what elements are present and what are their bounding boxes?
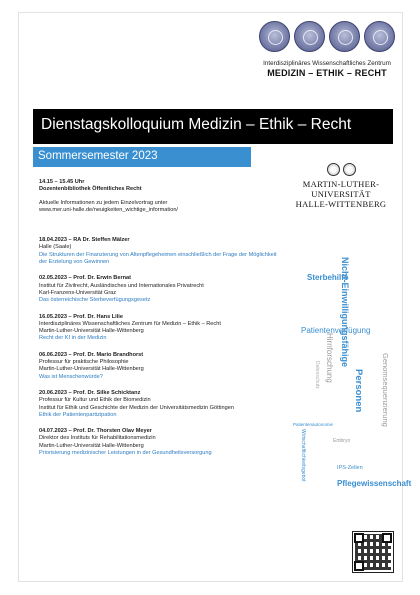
seal-icon — [327, 163, 340, 176]
talk-affiliation: Professur für praktische Philosophie — [39, 359, 129, 366]
talk-date-speaker: 02.05.2023 – Prof. Dr. Erwin Bernat — [39, 275, 132, 282]
qr-code[interactable] — [352, 531, 394, 573]
cloud-word: Wirtschaftlichkeitsgebot — [300, 429, 306, 482]
cloud-word: Patientenverfügung — [301, 326, 371, 335]
cloud-word: Pflegewissenschaft — [337, 479, 412, 488]
talk-date-speaker: 20.06.2023 – Prof. Dr. Silke Schicktanz — [39, 389, 141, 396]
seal-icon — [364, 21, 395, 52]
talk-affiliation: Institut für Zivilrecht, Ausländisches und Internationales Privatrecht — [39, 282, 204, 289]
cloud-word: Patientenautonomie — [293, 422, 334, 427]
talk-topic: Die Strukturen der Finanzierung von Altenpflegeheimen einschließlich der Frage der Möglichkeit der Erzielung von Gewinnen — [39, 251, 277, 266]
info-block — [39, 179, 284, 214]
seal-icon — [329, 21, 360, 52]
talk-item — [39, 390, 284, 419]
talk-affiliation: Direktor des Instituts für Rehabilitationsmedizin — [39, 435, 156, 442]
cloud-word: IPS-Zellen — [337, 465, 363, 471]
talk-item — [39, 428, 284, 457]
university-logo — [287, 163, 395, 209]
talk-date-speaker: 04.07.2023 – Prof. Dr. Thorsten Olav Meyer — [39, 428, 152, 435]
talk-affiliation: Martin-Luther-Universität Halle-Wittenberg — [39, 366, 144, 373]
talk-topic: Das österreichische Sterbeverfügungsgesetz — [39, 297, 151, 304]
talk-affiliation: Karl-Franzens-Universität Graz — [39, 289, 117, 296]
cloud-word: Genomsequenzierung — [381, 353, 390, 427]
university-name — [287, 179, 395, 209]
talk-date-speaker: 16.05.2023 – Prof. Dr. Hans Lilie — [39, 313, 123, 320]
title-banner — [33, 109, 393, 144]
talk-affiliation: Halle (Saale) — [39, 244, 72, 251]
time-text: 14.15 – 15.45 Uhr — [39, 179, 85, 185]
center-name: Interdisziplinäres Wissenschaftliches Zentrum — [263, 60, 391, 67]
talk-date-speaker: 18.04.2023 – RA Dr. Steffen Mälzer — [39, 237, 130, 244]
info-note: Aktuelle Informationen zu jedem Einzelvortrag unter — [39, 199, 168, 206]
center-subtitle: MEDIZIN – ETHIK – RECHT — [267, 68, 387, 78]
talk-item — [39, 314, 284, 343]
talk-item — [39, 275, 284, 304]
seal-icon — [294, 21, 325, 52]
talk-topic: Was ist Menschenwürde? — [39, 373, 103, 380]
center-logo — [255, 19, 399, 109]
cloud-word: Nicht-Einwilligungsfähige — [340, 257, 350, 367]
qr-finder — [354, 561, 364, 571]
university-name-line: MARTIN-LUTHER- — [302, 179, 380, 189]
seal-row — [255, 21, 399, 52]
talk-item — [39, 237, 284, 266]
seal-icon — [343, 163, 356, 176]
university-name-line: HALLE-WITTENBERG — [295, 199, 387, 209]
talk-affiliation: Institut für Ethik und Geschichte der Medizin der Universitätsmedizin Göttingen — [39, 404, 234, 411]
cloud-word: Datenschutz — [314, 361, 320, 389]
program-column — [39, 179, 284, 466]
talk-topic: Recht der KI in der Medizin — [39, 335, 107, 342]
semester-banner — [33, 147, 251, 167]
talk-topic: Ethik der Patientenpartizipation — [39, 411, 117, 418]
place-text: Dozentenbibliothek Öffentliches Recht — [39, 186, 142, 193]
qr-finder — [354, 533, 364, 543]
poster — [18, 12, 412, 582]
cloud-word: Embryo — [333, 438, 351, 444]
talk-date-speaker: 06.06.2023 – Prof. Dr. Mario Brandhorst — [39, 351, 144, 358]
university-seals — [287, 163, 395, 176]
qr-finder — [382, 533, 392, 543]
talk-affiliation: Interdisziplinäres Wissenschaftliches Zentrum für Medizin – Ethik – Recht — [39, 320, 221, 327]
cloud-word: Personen — [353, 369, 364, 413]
university-name-line: UNIVERSITÄT — [311, 189, 371, 199]
talk-affiliation: Martin-Luther-Universität Halle-Wittenberg — [39, 328, 144, 335]
talk-topic: Priorisierung medizinischer Leistungen in der Gesundheitsversorgung — [39, 450, 212, 457]
word-cloud — [289, 241, 412, 523]
talk-affiliation: Martin-Luther-Universität Halle-Wittenberg — [39, 442, 144, 449]
cloud-word: Sterbehilfe — [307, 273, 349, 282]
seal-icon — [259, 21, 290, 52]
page-title: Dienstagskolloquium Medizin – Ethik – Recht — [41, 116, 352, 133]
cloud-word: Hirnforschung — [325, 333, 334, 383]
info-link[interactable]: www.mer.uni-halle.de/neuigkeiten_wichtige_information/ — [39, 206, 178, 213]
talk-item — [39, 352, 284, 381]
talk-affiliation: Professur für Kultur und Ethik der Biomedizin — [39, 397, 151, 404]
semester-label: Sommersemester 2023 — [38, 150, 158, 162]
